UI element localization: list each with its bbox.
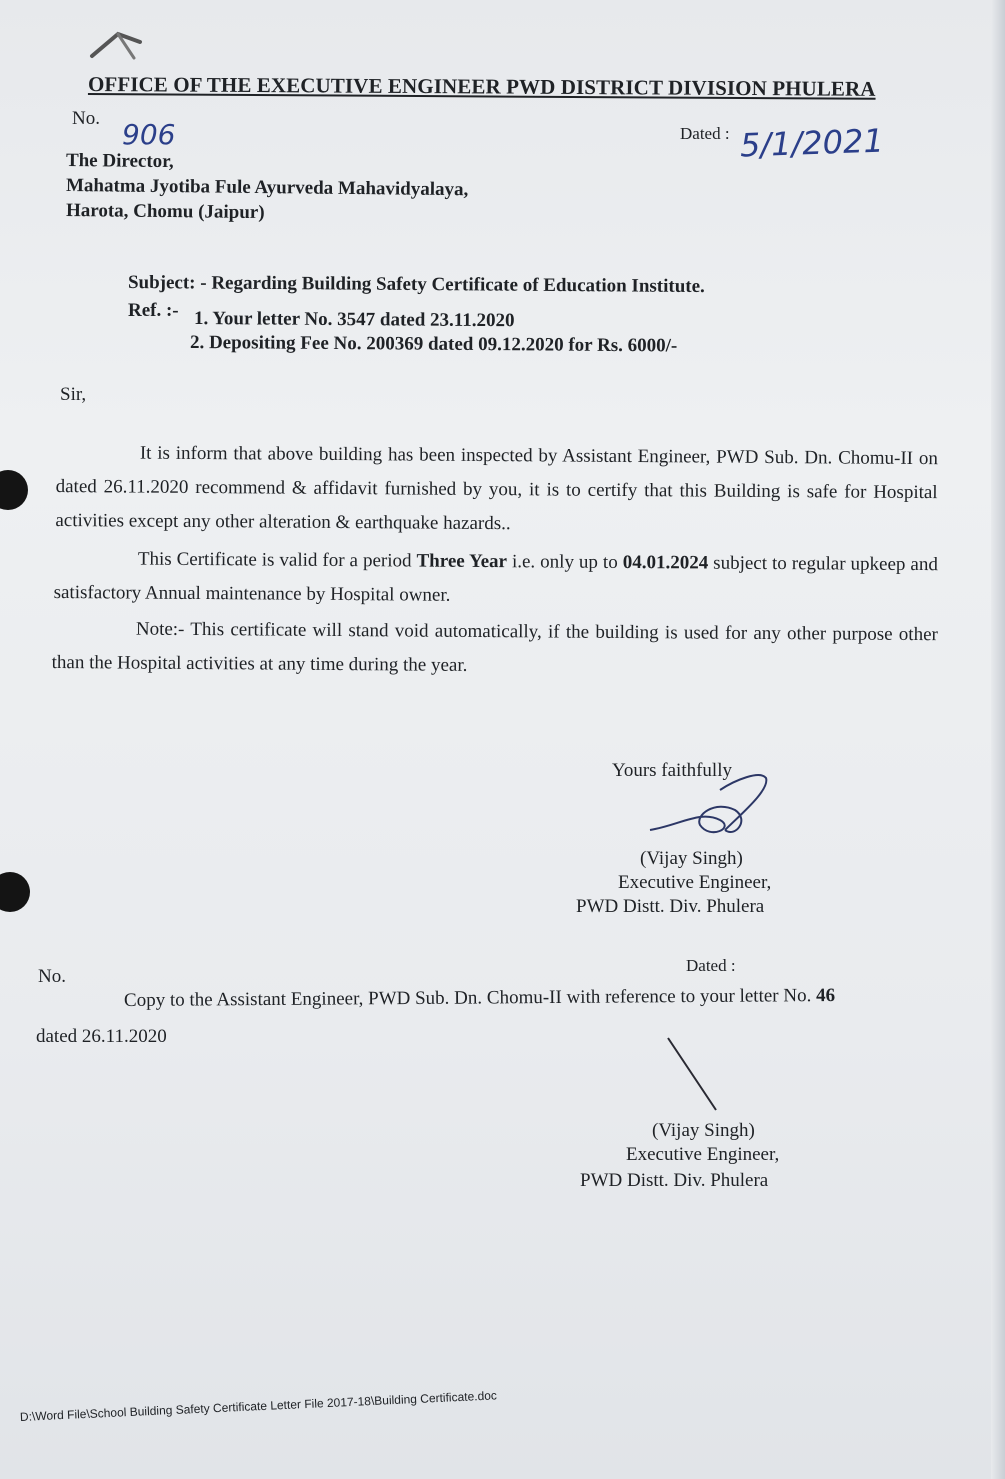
staple-icon — [88, 28, 148, 68]
closing: Yours faithfully — [612, 760, 732, 781]
copy-dated-label: Dated : — [686, 956, 736, 975]
copy-date: dated 26.11.2020 — [36, 1026, 167, 1047]
signatory-name: (Vijay Singh) — [640, 848, 743, 869]
paragraph-validity: This Certificate is valid for a period Three Year i.e. only up to 04.01.2024 subject to regular upkeep and satisfactory Annual maintenance by Hospital owner. — [53, 548, 938, 606]
signatory-title: Executive Engineer, — [618, 872, 772, 893]
copy-text: Copy to the Assistant Engineer, PWD Sub. Dn. Chomu-II with reference to your letter No. 46 — [123, 985, 836, 1011]
letter-no-handwritten: 906 — [122, 118, 176, 151]
punch-hole — [0, 872, 30, 912]
address-line: Harota, Chomu (Jaipur) — [65, 200, 265, 224]
ref-label: Ref. :- — [128, 300, 179, 321]
office-heading: OFFICE OF THE EXECUTIVE ENGINEER PWD DISTRICT DIVISION PHULERA — [87, 72, 876, 101]
letter-no-label: No. — [72, 108, 100, 129]
ref-item: 1. Your letter No. 3547 dated 23.11.2020 — [193, 308, 515, 332]
address-line: Mahatma Jyotiba Fule Ayurveda Mahavidyalaya, — [65, 175, 469, 201]
paragraph-note: Note:- This certificate will stand void automatically, if the building is used for any other purpose other than the Hospital activities at any time during the year. — [51, 618, 938, 676]
letter-dated-label: Dated : — [680, 124, 730, 143]
letter-dated-handwritten: 5/1/2021 — [739, 121, 885, 165]
punch-hole — [0, 470, 28, 510]
salutation: Sir, — [60, 384, 87, 405]
file-path-footer: D:\Word File\School Building Safety Certificate Letter File 2017-18\Building Certificate.doc — [19, 1388, 498, 1424]
signatory-office: PWD Distt. Div. Phulera — [576, 896, 765, 917]
initial-mark — [664, 1034, 724, 1114]
address-line: The Director, — [65, 150, 174, 173]
ref-item: 2. Depositing Fee No. 200369 dated 09.12.2020 for Rs. 6000/- — [189, 332, 678, 357]
paragraph-inspection: It is inform that above building has been inspected by Assistant Engineer, PWD Sub. Dn. Chomu-II on dated 26.11.2020 recommend & affidavit furnished by you, it is to certify that this Building is safe for Hospital activities except any other alteration & earthquake hazards.. — [55, 442, 938, 535]
copy-signatory-office: PWD Distt. Div. Phulera — [580, 1170, 769, 1191]
copy-signatory-title: Executive Engineer, — [626, 1144, 780, 1165]
copy-signatory-name: (Vijay Singh) — [652, 1120, 755, 1141]
subject-line: Subject: - Regarding Building Safety Certificate of Education Institute. — [127, 272, 705, 298]
copy-no-label: No. — [38, 966, 66, 987]
paper-edge — [991, 0, 1005, 1479]
